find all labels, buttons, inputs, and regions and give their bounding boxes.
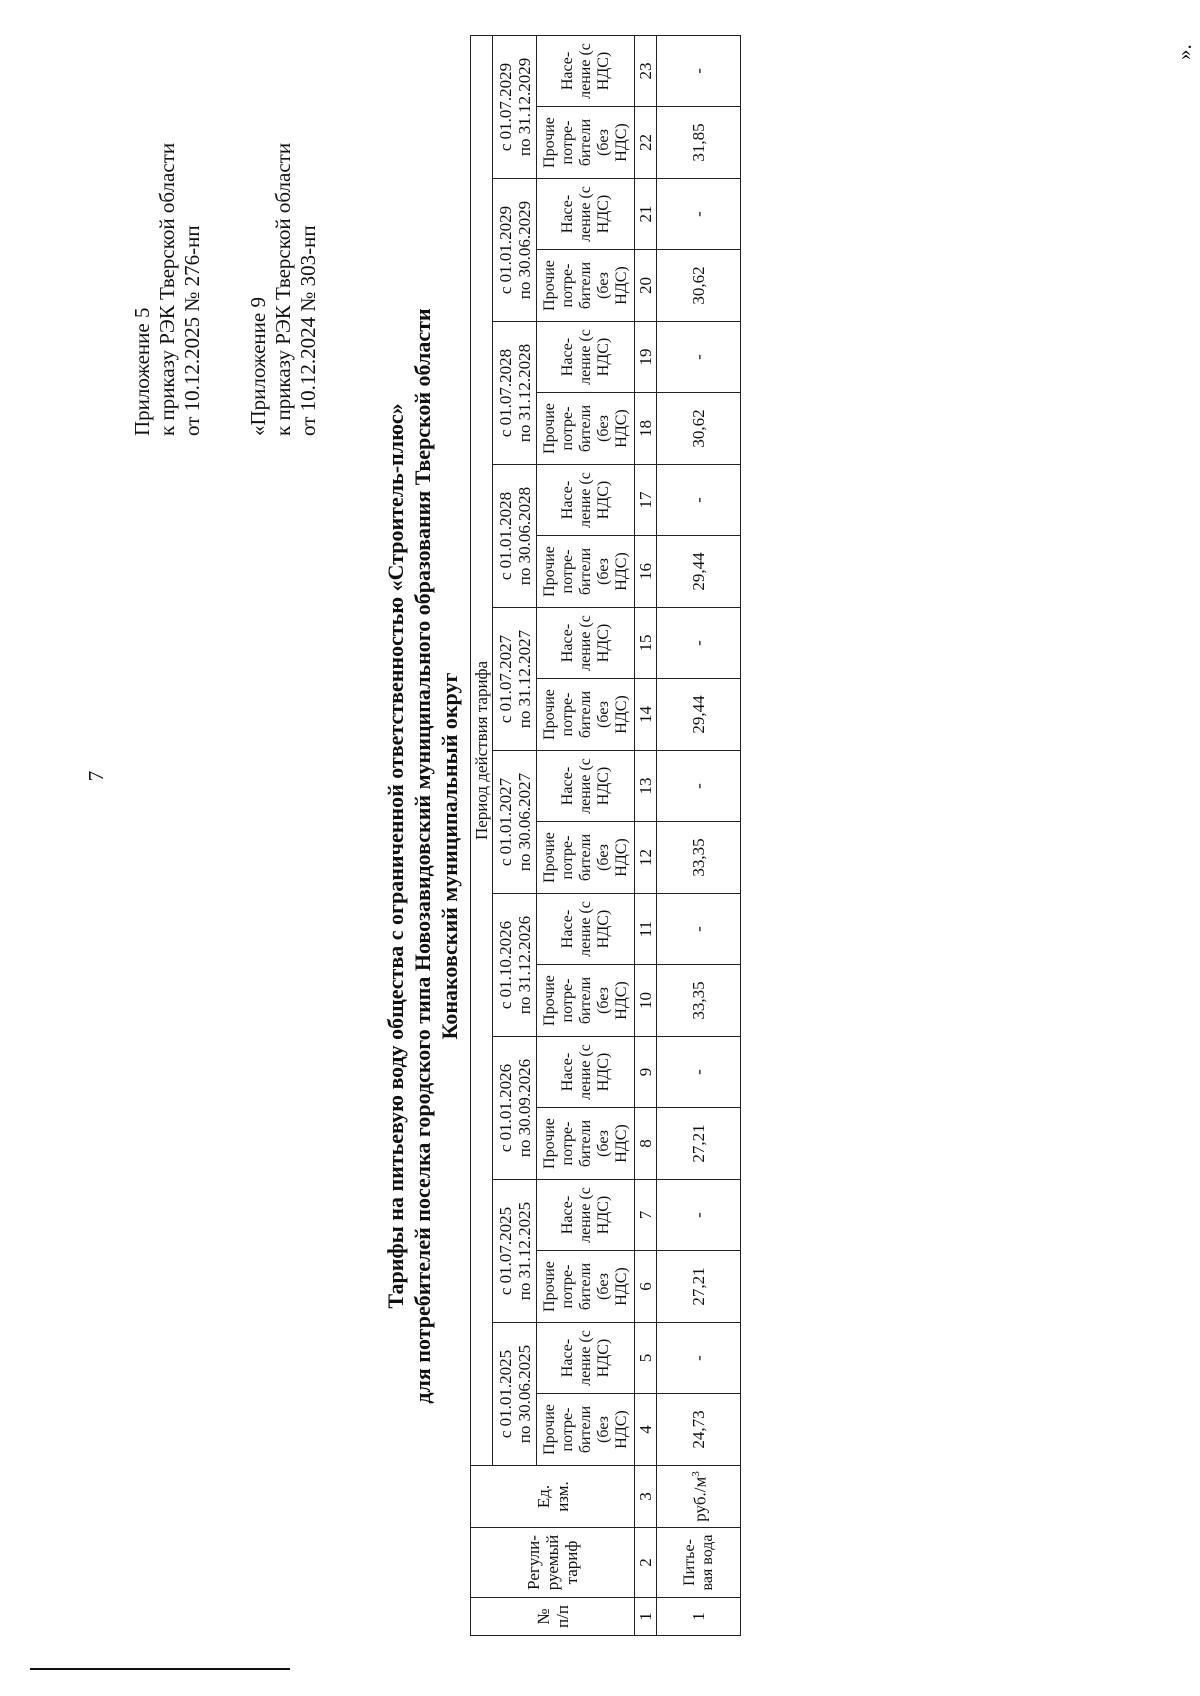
- header-population: Насе-ление (с НДС): [537, 894, 635, 965]
- header-population: Насе-ление (с НДС): [537, 1037, 635, 1108]
- period-from: с 01.01.2027: [495, 777, 515, 867]
- column-number: 8: [635, 1108, 657, 1180]
- tariff-value: 33,35: [657, 965, 741, 1037]
- period-from: с 01.01.2029: [495, 205, 515, 295]
- annex-line: Приложение 5: [130, 307, 154, 436]
- header-other-consumers: Прочие потре-бители (без НДС): [537, 1394, 635, 1466]
- tariff-value: -: [657, 179, 741, 250]
- header-period: Период действия тарифа: [471, 35, 493, 1465]
- header-population: Насе-ление (с НДС): [537, 35, 635, 106]
- header-other-consumers: Прочие потре-бители (без НДС): [537, 393, 635, 465]
- period-from: с 01.01.2025: [495, 1349, 515, 1439]
- row-unit: [657, 1466, 741, 1528]
- column-number: 16: [635, 536, 657, 608]
- period-cell: [493, 35, 537, 178]
- tariff-value: -: [657, 1180, 741, 1251]
- period-to: по 31.12.2028: [514, 343, 534, 443]
- document-title: [382, 256, 463, 1456]
- period-from: с 01.10.2026: [495, 920, 515, 1010]
- tariff-value: 29,44: [657, 536, 741, 608]
- tariff-value: -: [657, 894, 741, 965]
- tariff-value: 30,62: [657, 393, 741, 465]
- period-from: с 01.07.2027: [495, 634, 515, 724]
- header-other-consumers: Прочие потре-бители (без НДС): [537, 250, 635, 322]
- header-other-consumers: Прочие потре-бители (без НДС): [537, 536, 635, 608]
- period-from: с 01.01.2026: [495, 1063, 515, 1153]
- period-cell: [493, 322, 537, 465]
- header-tariff: Регули-руемый тариф: [471, 1528, 635, 1598]
- annex-line: «Приложение 9: [246, 297, 270, 436]
- unit-text: руб./м: [690, 1476, 710, 1522]
- tariff-value: 30,62: [657, 250, 741, 322]
- header-other-consumers: Прочие потре-бители (без НДС): [537, 1251, 635, 1323]
- column-number: 21: [635, 179, 657, 250]
- column-number: 2: [635, 1528, 657, 1598]
- header-population: Насе-ление (с НДС): [537, 465, 635, 536]
- column-number: 20: [635, 250, 657, 322]
- tariff-value: 24,73: [657, 1394, 741, 1466]
- period-to: по 30.06.2025: [514, 1344, 534, 1444]
- column-number: 5: [635, 1323, 657, 1394]
- column-number: 17: [635, 465, 657, 536]
- header-other-consumers: Прочие потре-бители (без НДС): [537, 107, 635, 179]
- column-number: 14: [635, 679, 657, 751]
- annex-line: к приказу РЭК Тверской области: [155, 142, 179, 436]
- header-other-consumers: Прочие потре-бители (без НДС): [537, 1108, 635, 1180]
- period-to: по 31.12.2026: [514, 915, 534, 1015]
- period-from: с 01.07.2025: [495, 1206, 515, 1296]
- header-population: Насе-ление (с НДС): [537, 1323, 635, 1394]
- column-number: 11: [635, 894, 657, 965]
- page-number: 7: [84, 770, 108, 782]
- period-to: по 30.06.2028: [514, 486, 534, 586]
- unit-superscript: 3: [690, 1471, 703, 1477]
- period-header-row: [493, 35, 537, 1635]
- annex-line: к приказу РЭК Тверской области: [271, 142, 295, 436]
- tariff-table: [470, 35, 741, 1636]
- period-from: с 01.07.2028: [495, 348, 515, 438]
- column-number: 22: [635, 107, 657, 179]
- period-from: с 01.01.2028: [495, 491, 515, 581]
- period-cell: [493, 751, 537, 894]
- column-number: 7: [635, 1180, 657, 1251]
- period-to: по 31.12.2027: [514, 629, 534, 729]
- tariff-value: -: [657, 751, 741, 822]
- header-population: Насе-ление (с НДС): [537, 608, 635, 679]
- column-number: 6: [635, 1251, 657, 1323]
- title-line: для потребителей поселка городского типа Новозавидовский муниципального образования Тверской области: [410, 308, 435, 1404]
- title-line: Конаковский муниципальный округ: [437, 672, 462, 1040]
- period-cell: [493, 465, 537, 608]
- table-row: [657, 35, 741, 1635]
- header-other-consumers: Прочие потре-бители (без НДС): [537, 822, 635, 894]
- header-population: Насе-ление (с НДС): [537, 322, 635, 393]
- closing-quote: ».: [1172, 44, 1196, 60]
- period-cell: [493, 894, 537, 1037]
- column-number-row: [635, 35, 657, 1635]
- period-cell: [493, 1323, 537, 1466]
- column-number: 18: [635, 393, 657, 465]
- column-number: 4: [635, 1394, 657, 1466]
- header-number: № п/п: [471, 1598, 635, 1636]
- header-other-consumers: Прочие потре-бители (без НДС): [537, 679, 635, 751]
- column-number: 19: [635, 322, 657, 393]
- row-number: 1: [657, 1598, 741, 1636]
- header-population: Насе-ление (с НДС): [537, 751, 635, 822]
- annex-reference-old: [246, 143, 321, 436]
- column-number: 13: [635, 751, 657, 822]
- column-number: 23: [635, 35, 657, 106]
- column-number: 12: [635, 822, 657, 894]
- column-number: 1: [635, 1598, 657, 1636]
- header-unit: Ед. изм.: [471, 1466, 635, 1528]
- header-population: Насе-ление (с НДС): [537, 179, 635, 250]
- tariff-value: -: [657, 1323, 741, 1394]
- tariff-value: 29,44: [657, 679, 741, 751]
- header-population: Насе-ление (с НДС): [537, 1180, 635, 1251]
- column-number: 9: [635, 1037, 657, 1108]
- period-to: по 31.12.2025: [514, 1201, 534, 1301]
- period-from: с 01.07.2029: [495, 62, 515, 152]
- period-to: по 30.06.2027: [514, 772, 534, 872]
- period-cell: [493, 1180, 537, 1323]
- consumer-header-row: [537, 35, 635, 1635]
- tariff-value: -: [657, 35, 741, 106]
- row-tariff: Питье-вая вода: [657, 1528, 741, 1598]
- tariff-value: -: [657, 608, 741, 679]
- annex-reference-new: [130, 143, 205, 436]
- title-line: Тарифы на питьевую воду общества с ограниченной ответственностью «Строитель-плюс»: [383, 403, 408, 1309]
- tariff-value: 31,85: [657, 107, 741, 179]
- period-cell: [493, 608, 537, 751]
- period-cell: [493, 179, 537, 322]
- tariff-value: -: [657, 1037, 741, 1108]
- period-to: по 31.12.2029: [514, 57, 534, 157]
- annex-line: от 10.12.2025 № 276-нп: [180, 225, 204, 436]
- period-to: по 30.06.2029: [514, 200, 534, 300]
- tariff-value: 33,35: [657, 822, 741, 894]
- header-other-consumers: Прочие потре-бители (без НДС): [537, 965, 635, 1037]
- period-to: по 30.09.2026: [514, 1058, 534, 1158]
- tariff-value: 27,21: [657, 1251, 741, 1323]
- column-number: 3: [635, 1466, 657, 1528]
- tariff-value: -: [657, 322, 741, 393]
- tariff-value: 27,21: [657, 1108, 741, 1180]
- column-number: 10: [635, 965, 657, 1037]
- annex-line: от 10.12.2024 № 303-нп: [296, 225, 320, 436]
- period-cell: [493, 1037, 537, 1180]
- column-number: 15: [635, 608, 657, 679]
- tariff-value: -: [657, 465, 741, 536]
